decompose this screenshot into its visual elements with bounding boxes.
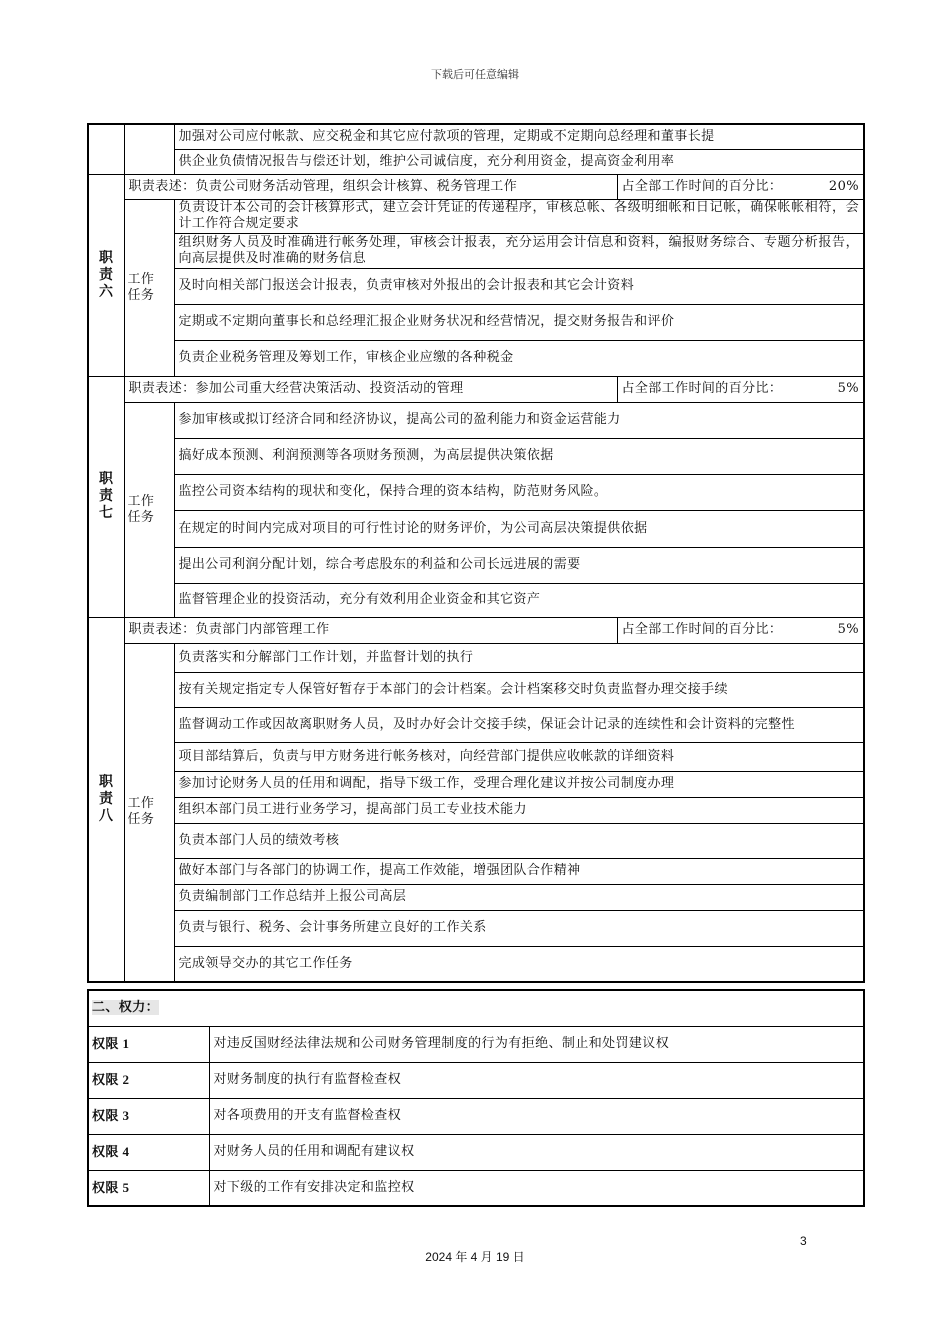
task-item: 做好本部门与各部门的协调工作，提高工作效能，增强团队合作精神 [174, 858, 864, 884]
task-label-cell [124, 124, 174, 174]
responsibilities-table [87, 123, 865, 983]
task-item: 及时向相关部门报送会计报表，负责审核对外报出的会计报表和其它会计资料 [174, 268, 864, 304]
task-item: 监督管理企业的投资活动，充分有效利用企业资金和其它资产 [174, 583, 864, 617]
permission-label: 权限 2 [88, 1062, 209, 1098]
page-number: 3 [800, 1234, 807, 1248]
task-item: 参加讨论财务人员的任用和调配，指导下级工作，受理合理化建议并按公司制度办理 [174, 771, 864, 797]
resp8-time-percent: 占全部工作时间的百分比： 5% [617, 617, 864, 643]
footer-date: 2024 年 4 月 19 日 [425, 1250, 525, 1264]
task-item: 负责编制部门工作总结并上报公司高层 [174, 884, 864, 910]
resp6-desc-row [88, 174, 864, 199]
permission-row [88, 1134, 864, 1170]
permission-text: 对下级的工作有安排决定和监控权 [209, 1170, 864, 1206]
resp6-task-label: 工作 任务 [124, 199, 174, 376]
resp6-time-percent: 占全部工作时间的百分比： 20% [617, 174, 864, 199]
resp7-time-percent: 占全部工作时间的百分比： 5% [617, 376, 864, 402]
task-item: 完成领导交办的其它工作任务 [174, 946, 864, 982]
task-item: 监督调动工作或因故离职财务人员，及时办好会计交接手续，保证会计记录的连续性和会计资料的完整性 [174, 707, 864, 742]
resp7-description: 职责表述：参加公司重大经营决策活动、投资活动的管理 [124, 376, 617, 402]
resp6-label: 职 责 六 [88, 174, 124, 376]
resp8-task-label: 工作 任务 [124, 643, 174, 982]
task-item: 参加审核或拟订经济合同和经济协议，提高公司的盈利能力和资金运营能力 [174, 402, 864, 438]
permission-label: 权限 3 [88, 1098, 209, 1134]
permission-row [88, 1026, 864, 1062]
permission-text: 对财务人员的任用和调配有建议权 [209, 1134, 864, 1170]
task-item: 负责设计本公司的会计核算形式，建立会计凭证的传递程序，审核总帐、各级明细帐和日记帐，确保帐帐相符，会计工作符合规定要求 [174, 199, 864, 233]
permission-text: 对财务制度的执行有监督检查权 [209, 1062, 864, 1098]
task-item: 监控公司资本结构的现状和变化，保持合理的资本结构，防范财务风险。 [174, 474, 864, 510]
task-item: 加强对公司应付帐款、应交税金和其它应付款项的管理，定期或不定期向总经理和董事长提 [174, 124, 864, 149]
resp8-description: 职责表述：负责部门内部管理工作 [124, 617, 617, 643]
continuation-row [88, 149, 864, 174]
resp7-desc-row [88, 376, 864, 402]
task-item: 负责落实和分解部门工作计划，并监督计划的执行 [174, 643, 864, 672]
permission-text: 对违反国财经法律法规和公司财务管理制度的行为有拒绝、制止和处罚建议权 [209, 1026, 864, 1062]
task-item: 供企业负债情况报告与偿还计划，维护公司诚信度，充分利用资金，提高资金利用率 [174, 149, 864, 174]
continuation-row [88, 124, 864, 149]
task-item: 负责与银行、税务、会计事务所建立良好的工作关系 [174, 910, 864, 946]
resp7-label: 职 责 七 [88, 376, 124, 617]
resp8-desc-row [88, 617, 864, 643]
resp-label-cell [88, 124, 124, 174]
resp7-task-label: 工作 任务 [124, 402, 174, 617]
resp8-label: 职 责 八 [88, 617, 124, 982]
permission-label: 权限 4 [88, 1134, 209, 1170]
task-item: 定期或不定期向董事长和总经理汇报企业财务状况和经营情况，提交财务报告和评价 [174, 304, 864, 340]
permission-row [88, 1098, 864, 1134]
page-header: 下载后可任意编辑 [431, 68, 519, 81]
resp6-description: 职责表述：负责公司财务活动管理，组织会计核算、税务管理工作 [124, 174, 617, 199]
permission-row [88, 1062, 864, 1098]
task-item: 提出公司利润分配计划，综合考虑股东的利益和公司长远进展的需要 [174, 547, 864, 583]
permission-label: 权限 1 [88, 1026, 209, 1062]
task-item: 组织本部门员工进行业务学习，提高部门员工专业技术能力 [174, 797, 864, 823]
task-item: 项目部结算后，负责与甲方财务进行帐务核对，向经营部门提供应收帐款的详细资料 [174, 742, 864, 771]
task-item: 按有关规定指定专人保管好暂存于本部门的会计档案。会计档案移交时负责监督办理交接手续 [174, 672, 864, 707]
permission-text: 对各项费用的开支有监督检查权 [209, 1098, 864, 1134]
permission-row [88, 1170, 864, 1206]
task-item: 组织财务人员及时准确进行帐务处理，审核会计报表，充分运用会计信息和资料，编报财务综合、专题分析报告，向高层提供及时准确的财务信息 [174, 233, 864, 268]
permission-label: 权限 5 [88, 1170, 209, 1206]
task-item: 负责本部门人员的绩效考核 [174, 823, 864, 858]
rights-section-title: 二、权力： [88, 990, 864, 1026]
task-item: 搞好成本预测、利润预测等各项财务预测，为高层提供决策依据 [174, 438, 864, 474]
task-item: 在规定的时间内完成对项目的可行性讨论的财务评价，为公司高层决策提供依据 [174, 510, 864, 547]
task-item: 负责企业税务管理及筹划工作，审核企业应缴的各种税金 [174, 340, 864, 376]
rights-table [87, 989, 865, 1207]
